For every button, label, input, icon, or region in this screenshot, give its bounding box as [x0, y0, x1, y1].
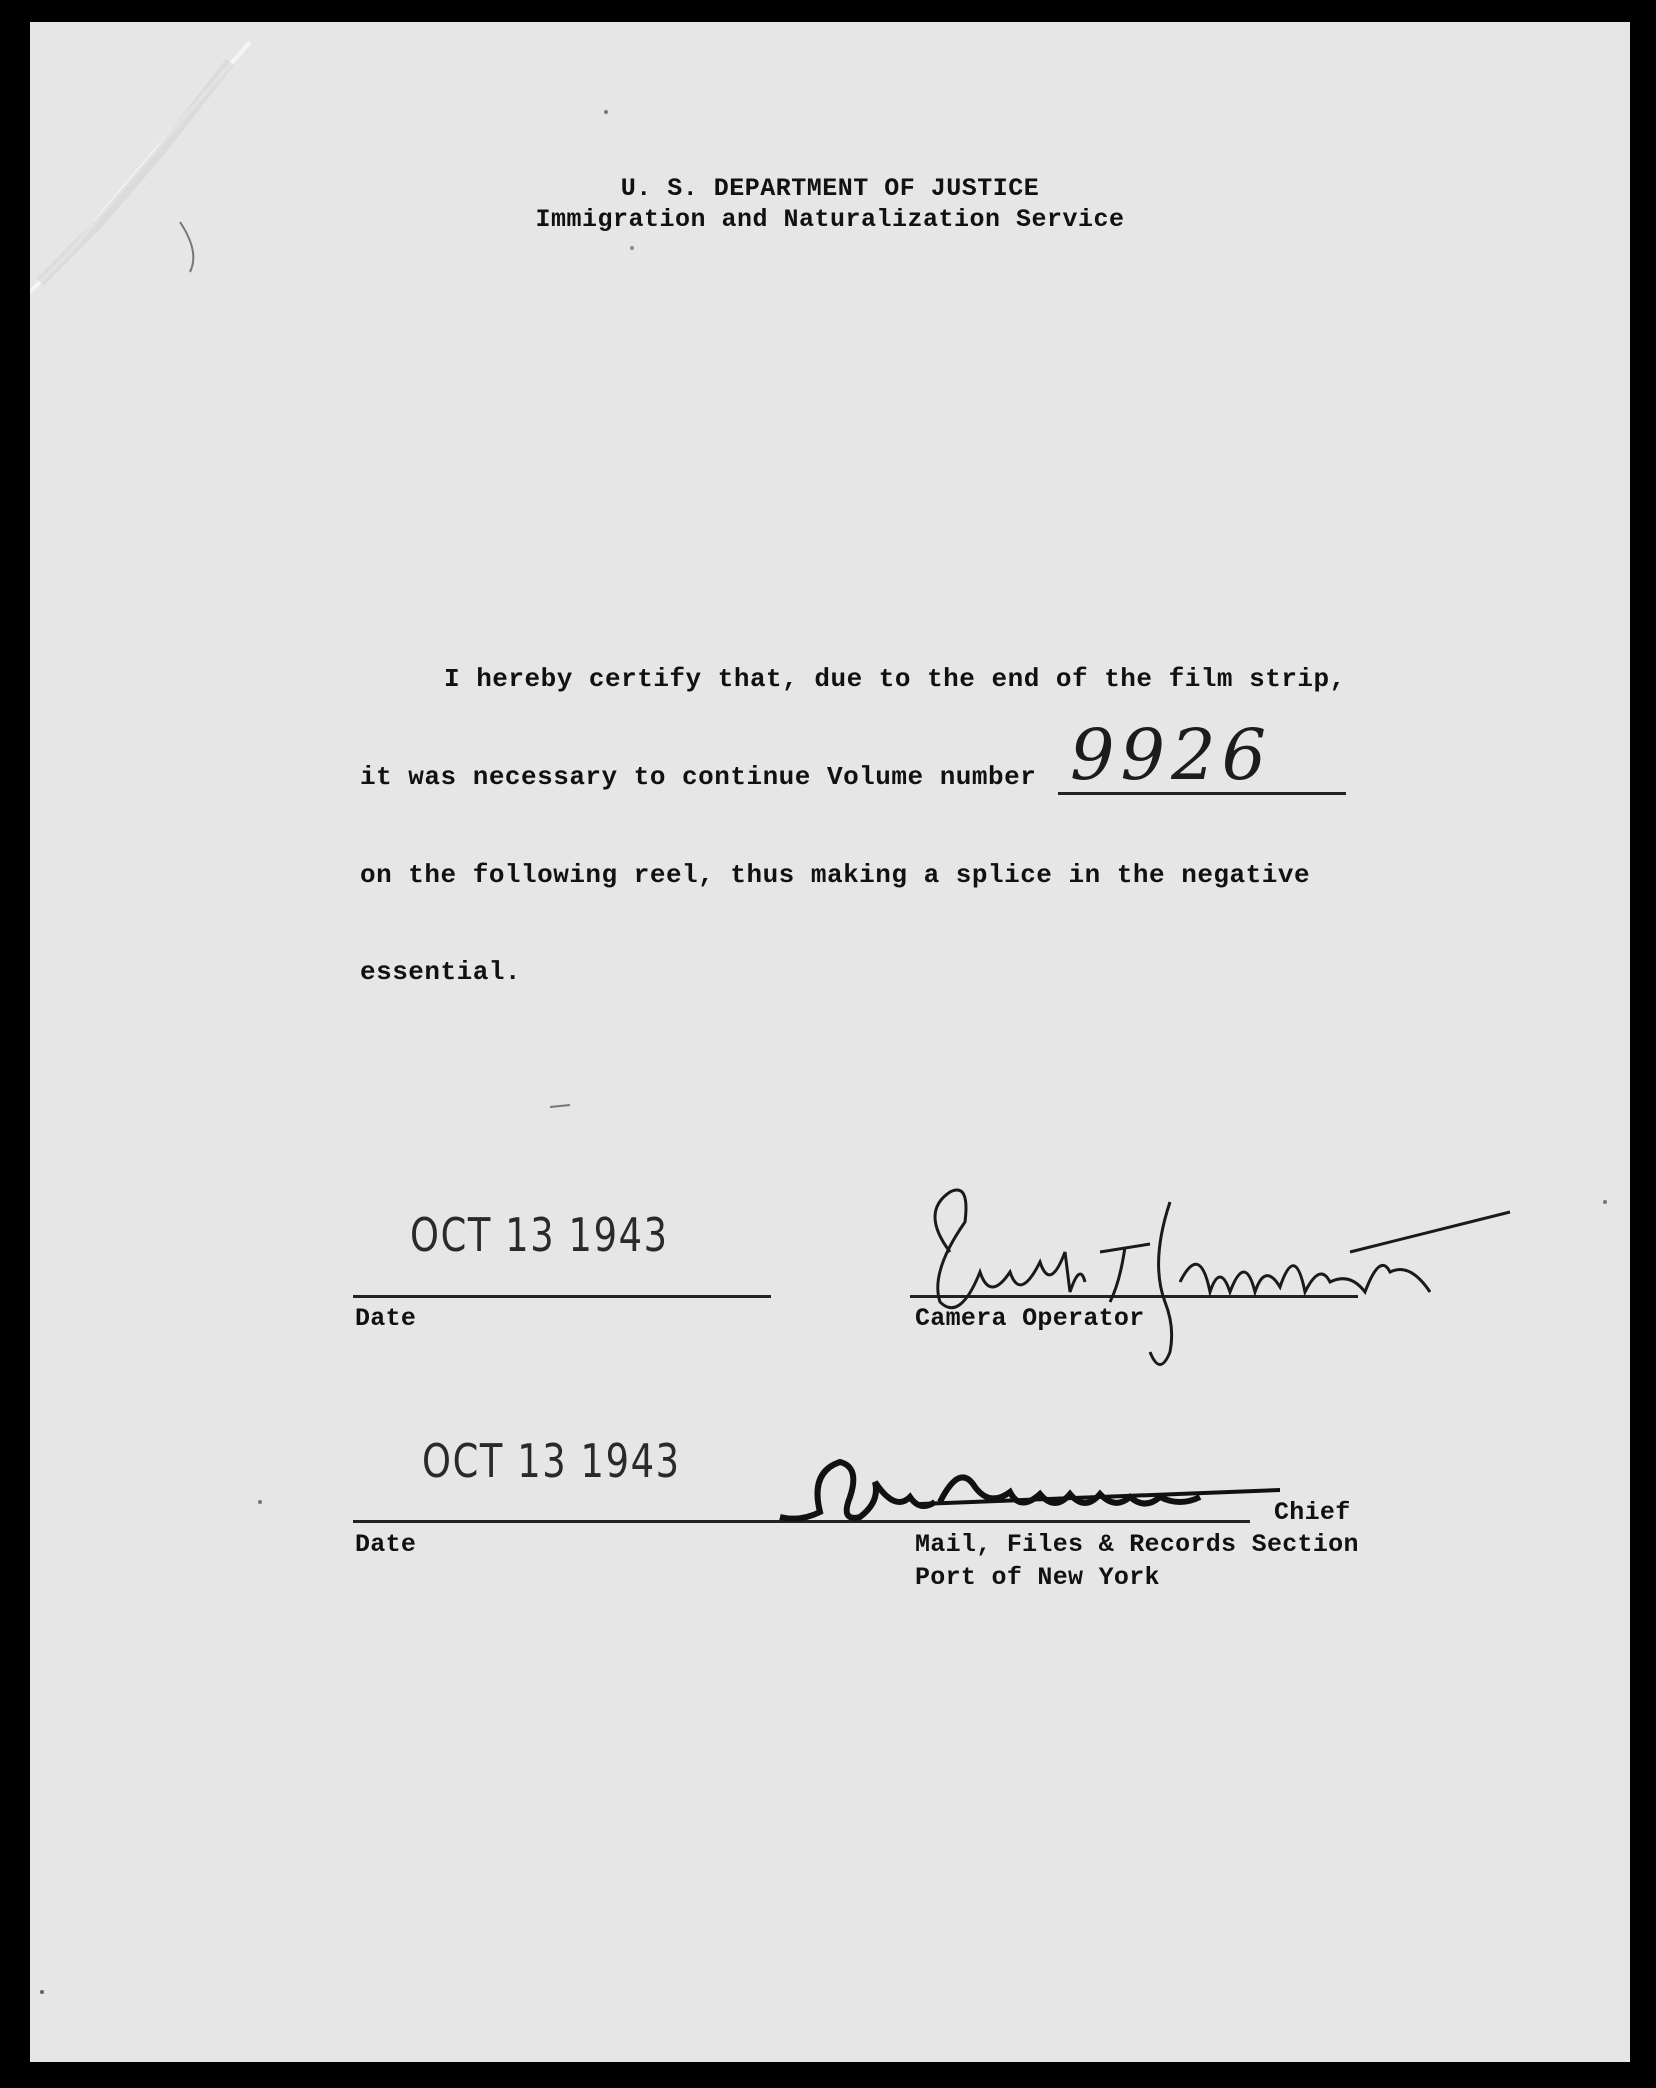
camera-operator-label: Camera Operator: [915, 1304, 1145, 1333]
cert-line1: I hereby certify that, due to the end of the film strip,: [444, 664, 1346, 694]
cert-line2: it was necessary to continue Volume number: [360, 762, 1037, 792]
cert-line4: essential.: [360, 957, 522, 987]
date-stamp-2: OCT 13 1943: [422, 1434, 681, 1488]
section-title: Mail, Files & Records Section: [915, 1530, 1359, 1559]
port-title: Port of New York: [915, 1563, 1160, 1592]
document-page: [30, 22, 1630, 2062]
cert-line3: on the following reel, thus making a splice in the negative: [360, 860, 1311, 890]
header-line1: U. S. DEPARTMENT OF JUSTICE: [620, 174, 1040, 203]
date-stamp-1: OCT 13 1943: [410, 1208, 669, 1262]
header-line2: Immigration and Naturalization Service: [535, 205, 1125, 234]
chief-title: Chief: [1274, 1498, 1351, 1527]
date-label-2: Date: [355, 1530, 417, 1559]
date-label-1: Date: [355, 1304, 417, 1333]
volume-number-handwritten: 9926: [1070, 714, 1273, 796]
paper-specks: [30, 22, 1630, 2062]
